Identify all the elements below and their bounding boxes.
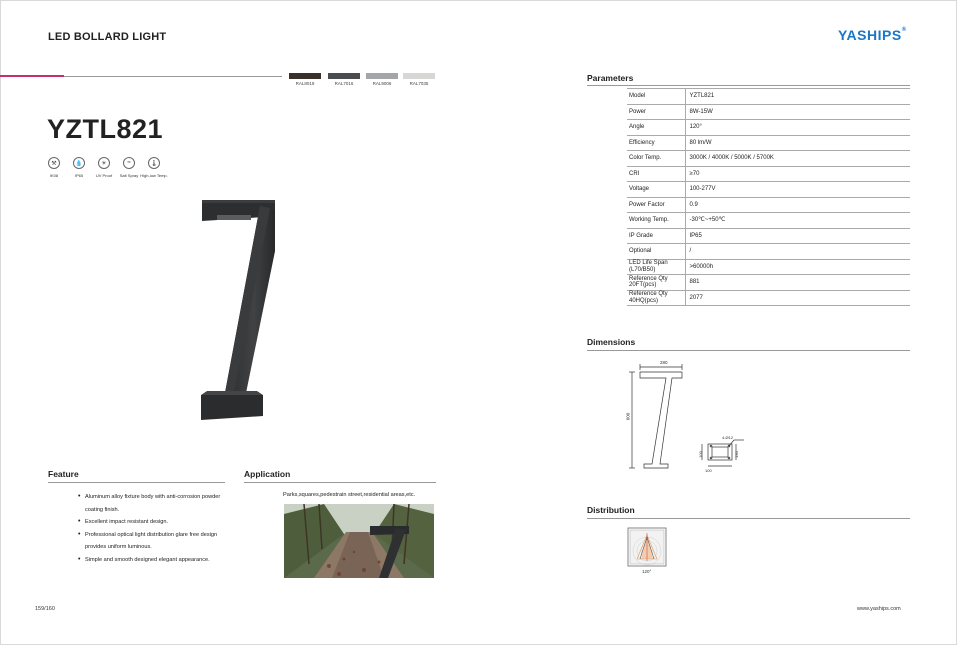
dim-side-label: 130 (733, 451, 739, 458)
ip65-icon: 💧 (73, 157, 85, 169)
table-row: LED Life Span (L70/B50) >60000h (627, 259, 910, 275)
table-row: Reference Qty 40HQ(pcs) 2077 (627, 290, 910, 306)
dimension-drawing (620, 358, 750, 478)
category-title: LED BOLLARD LIGHT (48, 31, 167, 43)
icon-label: IK08 (49, 173, 59, 178)
dim-base-label: 100 (705, 468, 712, 473)
dim-height-label: 600 (625, 412, 631, 421)
parameters-title: Parameters (587, 73, 634, 83)
color-swatch-ral7016[interactable] (328, 73, 360, 79)
feature-title: Feature (48, 469, 79, 479)
table-row: Power Factor 0.9 (627, 197, 910, 213)
table-row: Optional / (627, 244, 910, 260)
brand-logo[interactable]: YASHIPS® (838, 27, 907, 43)
divider-line (587, 518, 910, 519)
accent-line (0, 75, 64, 77)
dim-width-label: 280 (660, 360, 668, 365)
parameters-table (627, 88, 910, 306)
list-item: • Simple and smooth designed elegant appearance. (78, 554, 238, 567)
application-title: Application (244, 469, 291, 479)
color-swatch-ral7035[interactable] (403, 73, 435, 79)
table-row: Voltage 100-277V (627, 182, 910, 198)
table-row: Angle 120° (627, 120, 910, 136)
swatch-label: RAL7016 (334, 81, 354, 86)
swatch-label: RAL7035 (409, 81, 429, 86)
color-swatch-ral9006[interactable] (366, 73, 398, 79)
light-distribution-chart (627, 527, 667, 567)
divider-line (587, 350, 910, 351)
website-link[interactable]: www.yaships.com (857, 606, 901, 612)
table-row: Efficiency 80 lm/W (627, 135, 910, 151)
distribution-title: Distribution (587, 505, 635, 515)
dim-side-label: 100 (697, 451, 703, 458)
icon-label: UV Proof (95, 173, 113, 178)
product-model: YZTL821 (47, 114, 164, 144)
icon-label: IP65 (74, 173, 84, 178)
list-item: • Aluminum alloy fixture body with anti-corrosion powder coating finish. (78, 491, 238, 516)
ik08-icon: ⚒ (48, 157, 60, 169)
table-row: Power 8W-15W (627, 104, 910, 120)
divider-line (587, 85, 910, 86)
swatch-label: RAL8019 (295, 81, 315, 86)
feature-list (78, 491, 238, 566)
icon-label: High-low Temp. (140, 173, 168, 178)
application-photo (284, 504, 434, 578)
table-row: Color Temp. 3000K / 4000K / 5000K / 5700K (627, 151, 910, 167)
divider-line (244, 482, 436, 483)
distribution-angle-label: 120° (642, 569, 652, 574)
dimensions-title: Dimensions (587, 337, 636, 347)
swatch-label: RAL9006 (372, 81, 392, 86)
dim-hole-label: 4-Ø12 (722, 435, 734, 440)
list-item: • Professional optical light distribution glare free design provides uniform luminous. (78, 529, 238, 554)
color-swatch-ral8019[interactable] (289, 73, 321, 79)
divider-line (48, 482, 225, 483)
table-row: Reference Qty 20FT(pcs) 881 (627, 275, 910, 291)
table-row: IP Grade IP65 (627, 228, 910, 244)
icon-label: Salt Spray (119, 173, 139, 178)
divider-line (64, 76, 282, 77)
table-row: Working Temp. -30℃~+50℃ (627, 213, 910, 229)
high-low-temp-icon: 🌡 (148, 157, 160, 169)
salt-spray-icon: ≈ (123, 157, 135, 169)
uv-proof-icon: ☀ (98, 157, 110, 169)
product-image (195, 198, 275, 423)
application-text: Parks,squares,pedestrain street,residential areas,etc. (283, 492, 416, 498)
list-item: • Excellent impact resistant design. (78, 516, 238, 529)
table-row: Model YZTL821 (627, 89, 910, 105)
page-number: 159/160 (35, 606, 55, 612)
table-row: CRI ≥70 (627, 166, 910, 182)
